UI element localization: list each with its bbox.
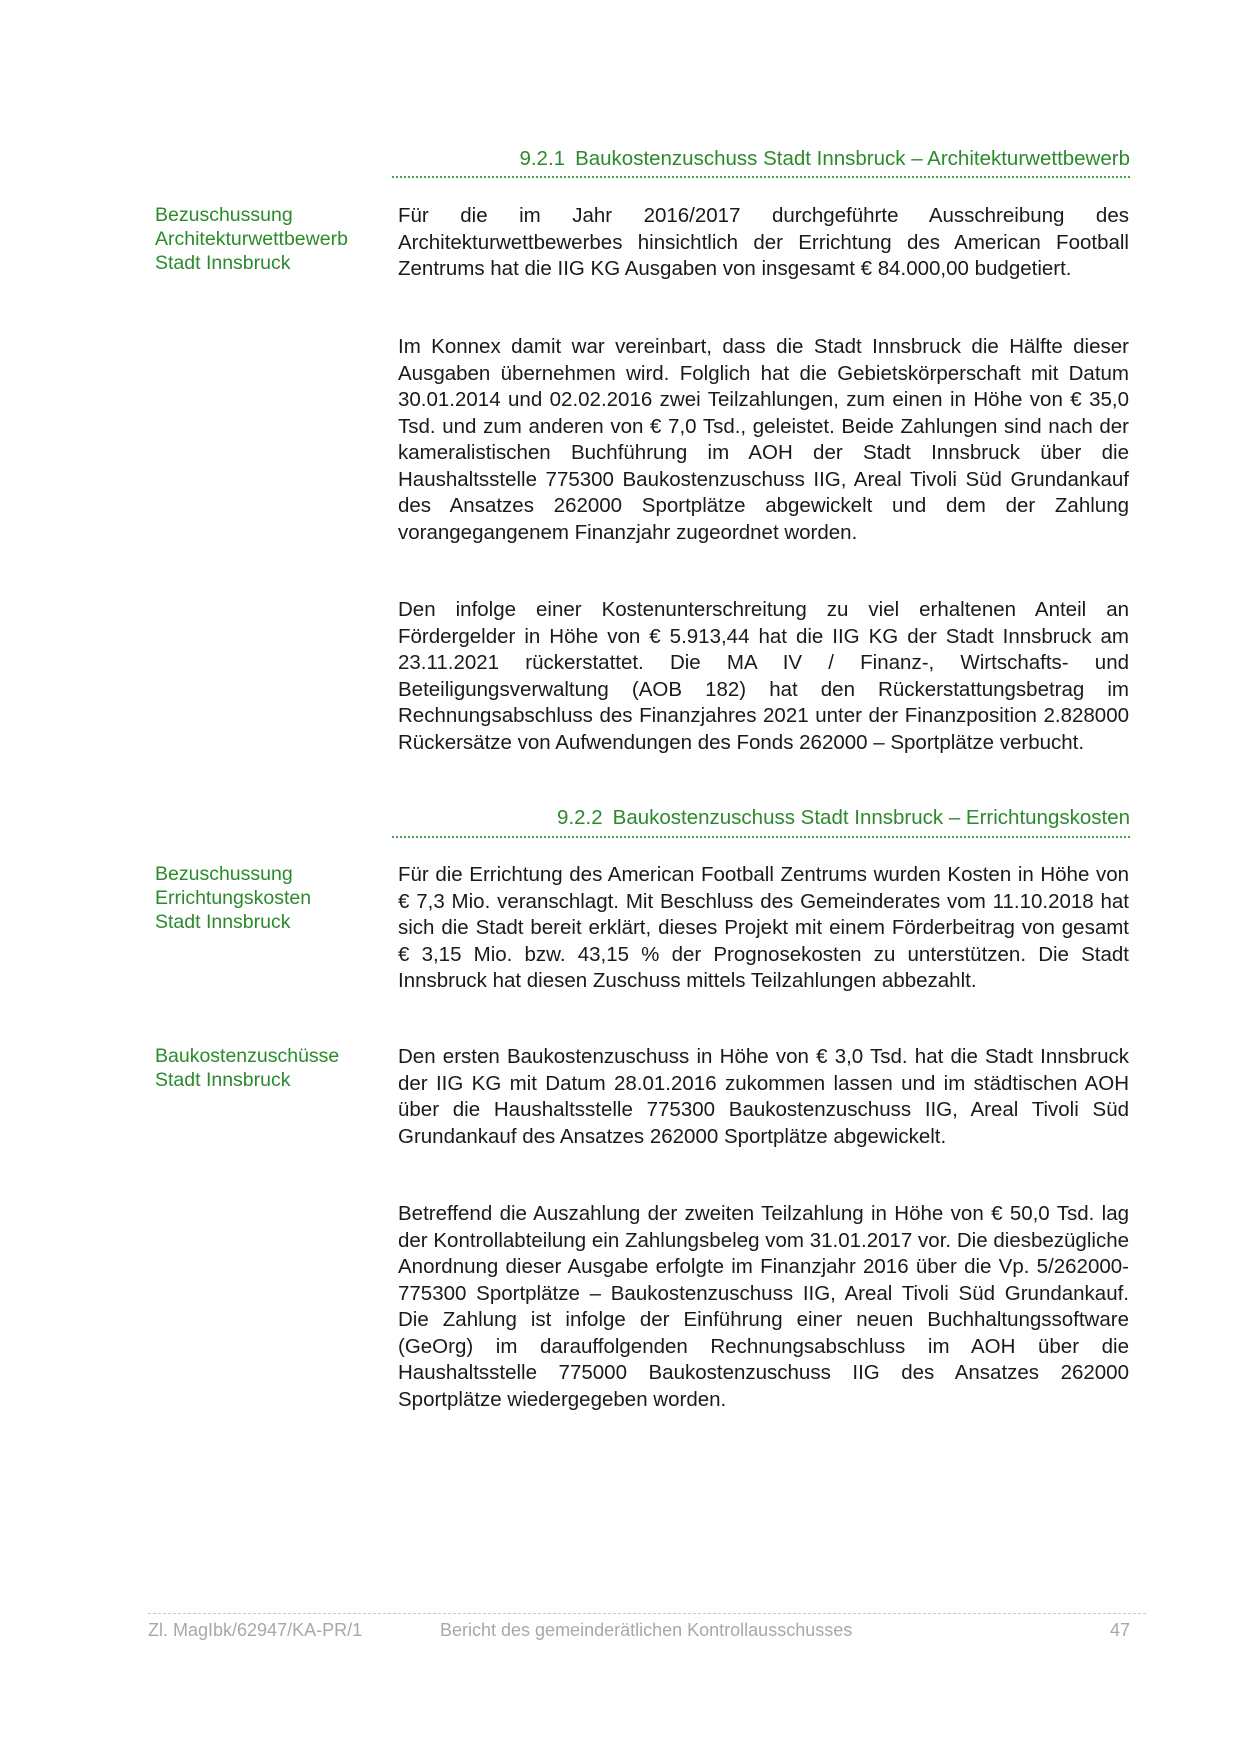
section-title: Baukostenzuschuss Stadt Innsbruck – Errichtungskosten [612, 806, 1130, 829]
margin-note-line: Bezuschussung [155, 204, 293, 226]
paragraph: Den infolge einer Kostenunterschreitung zu viel erhaltenen Anteil an Fördergelder in Höhe von € 5.913,44 hat die IIG KG der Stadt Innsbruck am 23.11.2021 rückerstattet. Die MA IV / Finanz-, Wirtschafts- und Beteiligungsverwaltung (AOB 182) hat den Rückerstattungsbetrag im Rechnungsabschluss des Finanzjahres 2021 unter der Finanzposition 2.828000 Rückersätze von Aufwendungen des Fonds 262000 – Sportplätze verbucht. [398, 598, 1129, 754]
section-number: 9.2.2 [557, 806, 603, 829]
paragraph: Im Konnex damit war vereinbart, dass die Stadt Innsbruck die Hälfte dieser Ausgaben übernehmen wird. Folglich hat die Gebietskörperschaft mit Datum 30.01.2014 und 02.02.2016 zwei Teilzahlungen, zum einen in Höhe von € 35,0 Tsd. und zum anderen von € 7,0 Tsd., geleistet. Beide Zahlungen sind nach der kameralistischen Buchführung im AOH der Stadt Innsbruck über die Haushaltsstelle 775300 Baukostenzuschuss IIG, Areal Tivoli Süd Grundankauf des Ansatzes 262000 Sportplätze abgewickelt und dem der Zahlung vorangegangenem Finanzjahr zugeordnet worden. [398, 335, 1129, 544]
paragraph: Für die Errichtung des American Football Zentrums wurden Kosten in Höhe von € 7,3 Mio. veranschlagt. Mit Beschluss des Gemeinderates vom 11.10.2018 hat sich die Stadt bereit erklärt, dieses Projekt mit einem Förderbeitrag von gesamt € 3,15 Mio. bzw. 43,15 % der Prognosekosten zu unterstützen. Die Stadt Innsbruck hat diesen Zuschuss mittels Teilzahlungen abbezahlt. [398, 863, 1129, 992]
section-number: 9.2.1 [519, 147, 566, 170]
margin-note-errichtungskosten [155, 862, 375, 934]
margin-note-line: Stadt Innsbruck [155, 252, 291, 274]
footer-divider [148, 1613, 1146, 1614]
footer-reference: Zl. MagIbk/62947/KA-PR/1 [148, 1620, 363, 1640]
margin-note-line: Stadt Innsbruck [155, 1069, 291, 1091]
margin-note-baukostenzuschuesse [155, 1044, 375, 1092]
margin-note-architekturwettbewerb [155, 203, 375, 275]
margin-note-line: Bezuschussung [155, 863, 293, 885]
page-number: 47 [1109, 1620, 1130, 1640]
footer-report-title: Bericht des gemeinderätlichen Kontrollausschusses [440, 1620, 853, 1640]
paragraph: Den ersten Baukostenzuschuss in Höhe von € 3,0 Tsd. hat die Stadt Innsbruck der IIG KG mit Datum 28.01.2016 zukommen lassen und im städtischen AOH über die Haushaltsstelle 775300 Baukostenzuschuss IIG, Areal Tivoli Süd Grundankauf des Ansatzes 262000 Sportplätze abgewickelt. [398, 1045, 1129, 1148]
margin-note-line: Stadt Innsbruck [155, 911, 291, 933]
paragraph: Für die im Jahr 2016/2017 durchgeführte Ausschreibung des Architekturwettbewerbes hinsichtlich der Errichtung des American Football Zentrums hat die IIG KG Ausgaben von insgesamt € 84.000,00 budgetiert. [398, 204, 1129, 280]
margin-note-line: Architekturwettbewerb [155, 228, 348, 250]
heading-divider [392, 176, 1130, 178]
heading-divider [392, 836, 1130, 838]
margin-note-line: Baukostenzuschüsse [155, 1045, 340, 1067]
margin-note-line: Errichtungskosten [155, 887, 312, 909]
section-heading-9-2-2 [392, 806, 1130, 830]
section-title: Baukostenzuschuss Stadt Innsbruck – Architekturwettbewerb [575, 147, 1130, 170]
section-heading-9-2-1 [392, 147, 1130, 171]
paragraph: Betreffend die Auszahlung der zweiten Teilzahlung in Höhe von € 50,0 Tsd. lag der Kontrollabteilung ein Zahlungsbeleg vom 31.01.2017 vor. Die diesbezügliche Anordnung dieser Ausgabe erfolgte im Finanzjahr 2016 über die Vp. 5/262000-775300 Sportplätze – Baukostenzuschuss IIG, Areal Tivoli Süd Grundankauf. Die Zahlung ist infolge der Einführung einer neuen Buchhaltungssoftware (GeOrg) im darauffolgenden Rechnungsabschluss im AOH über die Haushaltsstelle 775000 Baukostenzuschuss IIG des Ansatzes 262000 Sportplätze wiedergegeben worden. [398, 1202, 1129, 1411]
